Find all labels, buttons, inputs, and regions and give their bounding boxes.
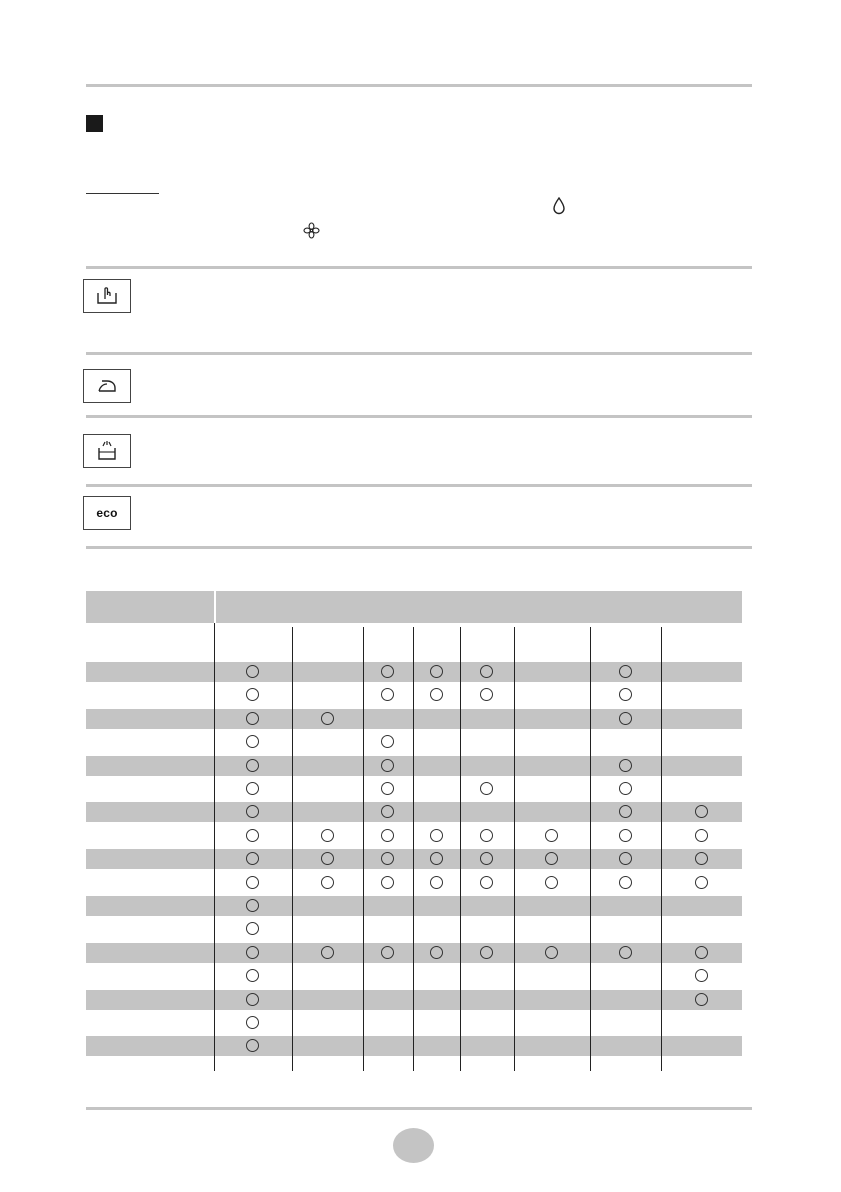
option-available-mark <box>480 665 493 678</box>
option-available-mark <box>381 946 394 959</box>
option-available-mark <box>321 712 334 725</box>
option-available-mark <box>246 922 259 935</box>
top-rule <box>86 84 752 87</box>
table-column-divider <box>460 627 461 1071</box>
section-rule-5 <box>86 546 752 549</box>
table-row <box>86 966 742 986</box>
table-column-divider <box>413 627 414 1071</box>
table-column-divider <box>514 627 515 1071</box>
section-bullet <box>86 115 103 132</box>
option-available-mark <box>695 969 708 982</box>
option-available-mark <box>246 665 259 678</box>
option-available-mark <box>246 899 259 912</box>
option-available-mark <box>545 852 558 865</box>
table-row <box>86 709 742 729</box>
hand-wash-icon <box>94 285 120 307</box>
table-header <box>86 591 742 623</box>
table-row <box>86 1036 742 1056</box>
section-rule-4 <box>86 484 752 487</box>
eco-icon: eco <box>96 506 118 520</box>
heading-underline <box>86 193 159 194</box>
section-rule-2 <box>86 352 752 355</box>
table-column-divider <box>661 627 662 1071</box>
pre-wash-option[interactable] <box>83 434 131 468</box>
option-available-mark <box>480 782 493 795</box>
option-available-mark <box>430 946 443 959</box>
flower-icon <box>303 222 320 239</box>
option-available-mark <box>246 1039 259 1052</box>
option-available-mark <box>695 876 708 889</box>
table-column-divider <box>363 627 364 1071</box>
table-row <box>86 779 742 799</box>
table-row <box>86 756 742 776</box>
water-drop-icon <box>552 197 566 215</box>
option-available-mark <box>246 1016 259 1029</box>
option-available-mark <box>246 829 259 842</box>
option-available-mark <box>619 876 632 889</box>
option-available-mark <box>246 852 259 865</box>
program-options-table <box>86 591 742 1071</box>
table-row <box>86 896 742 916</box>
option-available-mark <box>430 665 443 678</box>
option-available-mark <box>480 946 493 959</box>
option-available-mark <box>381 735 394 748</box>
table-row <box>86 802 742 822</box>
option-available-mark <box>246 805 259 818</box>
option-available-mark <box>246 782 259 795</box>
section-rule-1 <box>86 266 752 269</box>
option-available-mark <box>246 688 259 701</box>
option-available-mark <box>321 876 334 889</box>
option-available-mark <box>619 759 632 772</box>
section-rule-3 <box>86 415 752 418</box>
option-available-mark <box>619 782 632 795</box>
option-available-mark <box>321 852 334 865</box>
hand-wash-option[interactable] <box>83 279 131 313</box>
option-available-mark <box>246 876 259 889</box>
iron-icon <box>94 376 120 396</box>
option-available-mark <box>480 852 493 865</box>
iron-option[interactable] <box>83 369 131 403</box>
bottom-rule <box>86 1107 752 1110</box>
table-header-divider <box>214 591 216 623</box>
option-available-mark <box>545 876 558 889</box>
option-available-mark <box>381 805 394 818</box>
option-available-mark <box>381 665 394 678</box>
option-available-mark <box>321 946 334 959</box>
option-available-mark <box>695 993 708 1006</box>
option-available-mark <box>381 876 394 889</box>
table-row <box>86 873 742 893</box>
option-available-mark <box>480 688 493 701</box>
option-available-mark <box>246 993 259 1006</box>
option-available-mark <box>619 665 632 678</box>
option-available-mark <box>619 829 632 842</box>
option-available-mark <box>545 946 558 959</box>
table-row <box>86 943 742 963</box>
option-available-mark <box>246 712 259 725</box>
option-available-mark <box>695 946 708 959</box>
option-available-mark <box>695 852 708 865</box>
option-available-mark <box>619 852 632 865</box>
option-available-mark <box>619 805 632 818</box>
option-available-mark <box>430 688 443 701</box>
option-available-mark <box>321 829 334 842</box>
option-available-mark <box>246 759 259 772</box>
option-available-mark <box>619 688 632 701</box>
option-available-mark <box>430 852 443 865</box>
eco-option[interactable] <box>83 496 131 530</box>
option-available-mark <box>381 829 394 842</box>
pre-wash-icon <box>94 439 120 463</box>
option-available-mark <box>695 805 708 818</box>
table-column-divider <box>292 627 293 1071</box>
option-available-mark <box>381 852 394 865</box>
table-label-column-divider <box>214 623 215 1071</box>
table-row <box>86 685 742 705</box>
page-number-badge <box>393 1128 434 1163</box>
option-available-mark <box>430 829 443 842</box>
table-row <box>86 662 742 682</box>
table-row <box>86 919 742 939</box>
table-row <box>86 732 742 752</box>
option-available-mark <box>246 946 259 959</box>
option-available-mark <box>381 688 394 701</box>
option-available-mark <box>246 735 259 748</box>
option-available-mark <box>246 969 259 982</box>
table-row <box>86 849 742 869</box>
option-available-mark <box>619 712 632 725</box>
table-row <box>86 1013 742 1033</box>
option-available-mark <box>545 829 558 842</box>
option-available-mark <box>480 876 493 889</box>
option-available-mark <box>480 829 493 842</box>
option-available-mark <box>695 829 708 842</box>
table-row <box>86 826 742 846</box>
table-column-divider <box>590 627 591 1071</box>
option-available-mark <box>381 782 394 795</box>
option-available-mark <box>619 946 632 959</box>
table-row <box>86 990 742 1010</box>
option-available-mark <box>430 876 443 889</box>
option-available-mark <box>381 759 394 772</box>
